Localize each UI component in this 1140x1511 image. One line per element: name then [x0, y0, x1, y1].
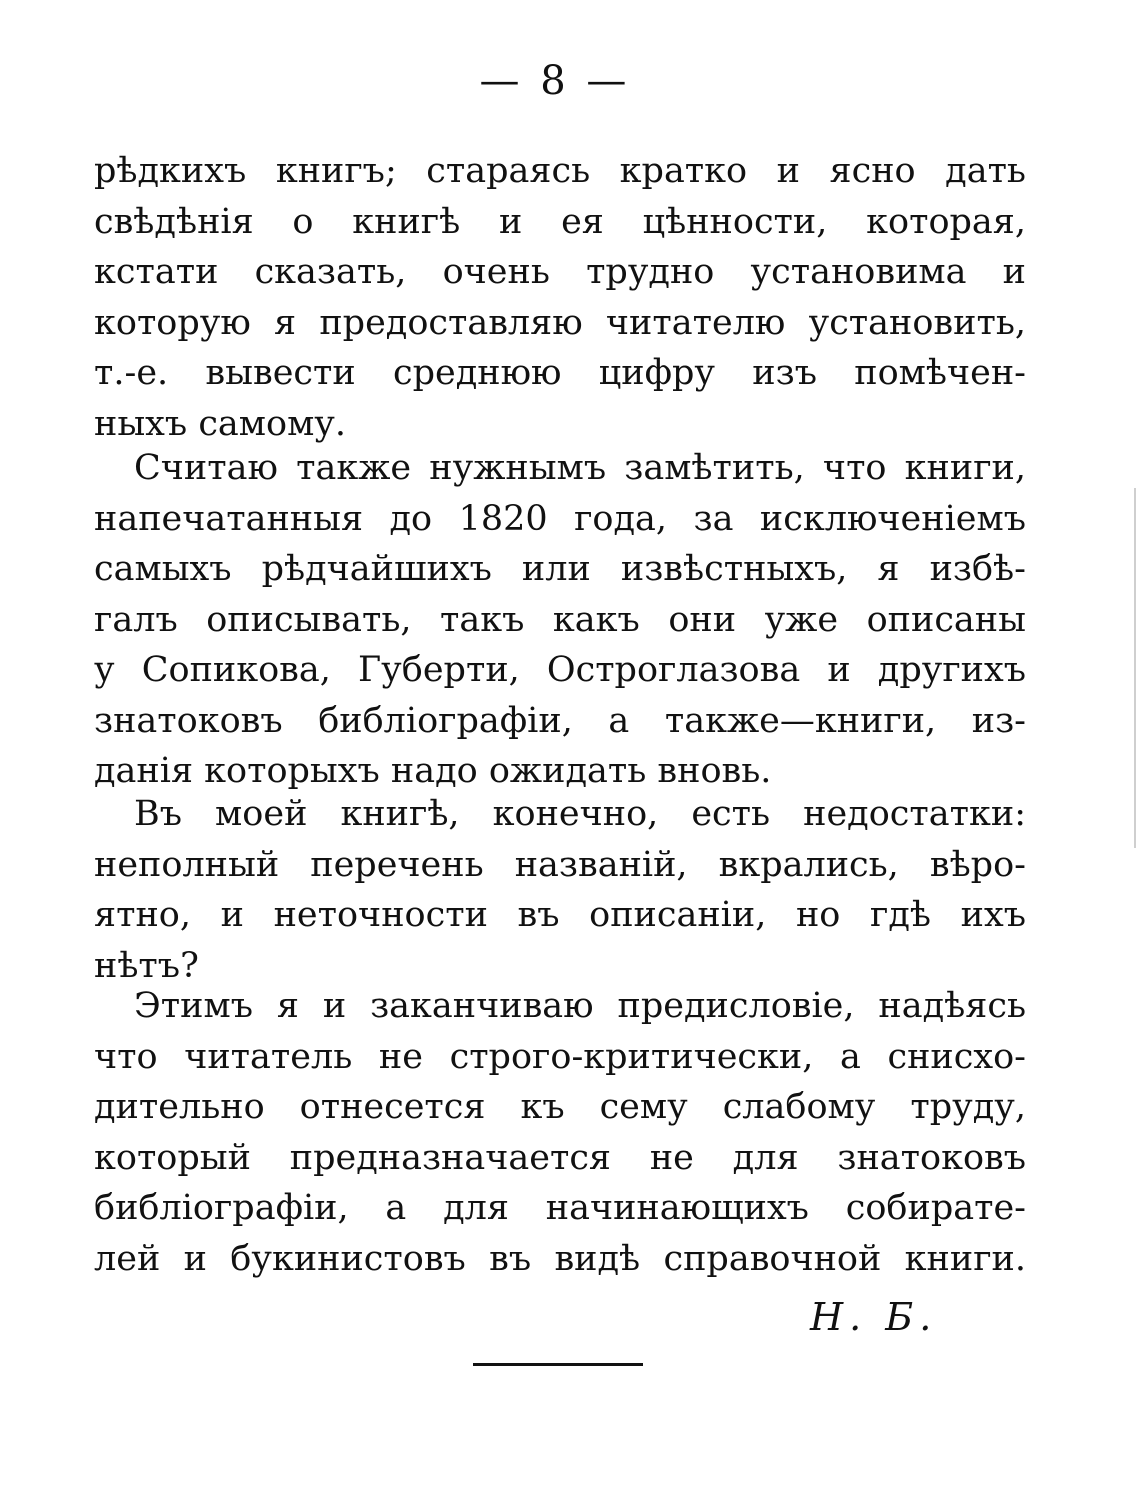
text-line: Считаю также нужнымъ замѣтить, что книги, — [134, 448, 1026, 488]
text-line: который предназначается не для знатоковъ — [94, 1137, 1026, 1178]
page-number: — 8 — — [479, 58, 631, 104]
text-line: дительно отнесется къ сему слабому труду, — [94, 1087, 1026, 1127]
paragraph-1 — [94, 146, 1026, 449]
text-line: галъ описывать, такъ какъ они уже описаны — [94, 599, 1026, 640]
text-line: что читатель не строго-критически, а снисхо- — [94, 1036, 1026, 1077]
paragraph-4 — [94, 981, 1026, 1284]
paragraph-2 — [94, 443, 1026, 797]
text-line: нѣтъ? — [94, 945, 199, 986]
text-line: у Сопикова, Губерти, Остроглазова и другихъ — [94, 650, 1026, 690]
paragraph-3 — [94, 789, 1026, 991]
text-line: самыхъ рѣдчайшихъ или извѣстныхъ, я избѣ- — [94, 549, 1026, 589]
text-line: кстати сказать, очень трудно установима и — [94, 252, 1026, 292]
text-line: т.-е. вывести среднюю цифру изъ помѣчен- — [94, 353, 1026, 393]
text-line: рѣдкихъ книгъ; стараясь кратко и ясно дать — [94, 151, 1026, 191]
end-rule-divider — [473, 1363, 643, 1366]
text-line: знатоковъ библіографіи, а также—книги, из- — [94, 700, 1026, 741]
text-line: библіографіи, а для начинающихъ собирате- — [94, 1188, 1026, 1228]
text-line: неполный перечень названій, вкрались, вѣро- — [94, 844, 1026, 885]
text-line: свѣдѣнія о книгѣ и ея цѣнности, которая, — [94, 201, 1026, 242]
text-line: которую я предоставляю читателю установить, — [94, 302, 1026, 343]
page-edge-shadow — [1134, 488, 1136, 848]
text-line: Въ моей книгѣ, конечно, есть недостатки: — [134, 794, 1026, 834]
text-line: лей и букинистовъ въ видѣ справочной книги. — [94, 1238, 1026, 1279]
author-signature: Н. Б. — [810, 1295, 938, 1339]
text-line: напечатанныя до 1820 года, за исключеніемъ — [94, 498, 1026, 539]
text-line: ныхъ самому. — [94, 403, 347, 444]
text-line: данія которыхъ надо ожидать вновь. — [94, 751, 772, 791]
text-line: Этимъ я и заканчиваю предисловіе, надѣясь — [134, 986, 1026, 1026]
text-line: ятно, и неточности въ описаніи, но гдѣ ихъ — [94, 895, 1026, 935]
